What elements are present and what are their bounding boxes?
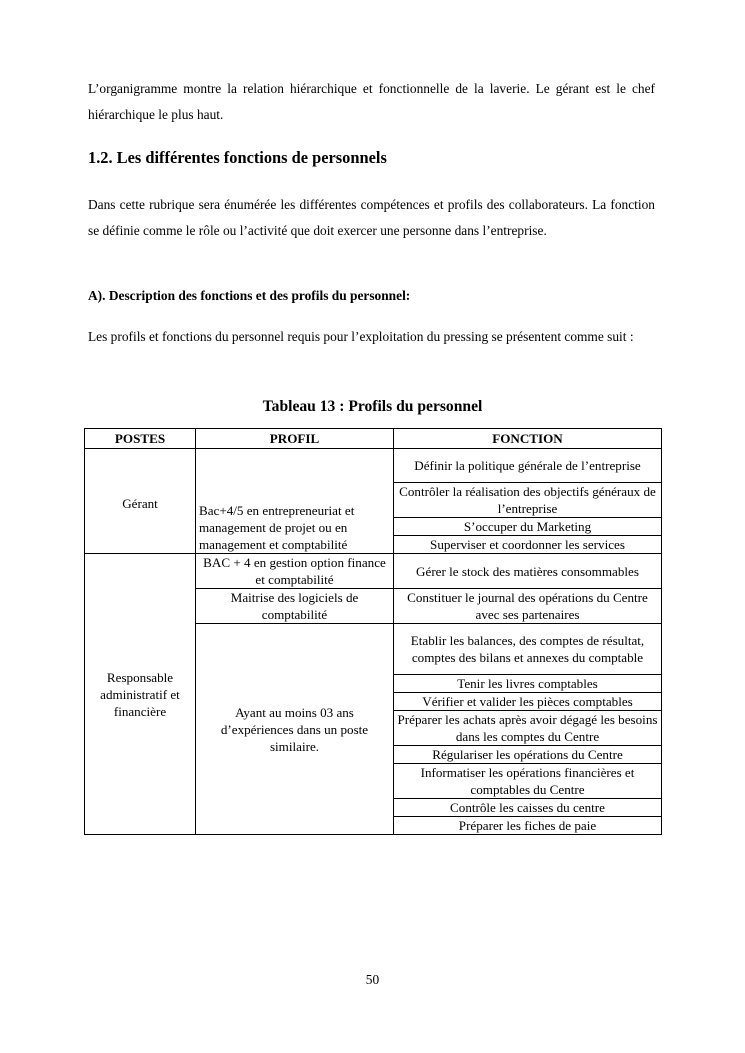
fonction-cell: Tenir les livres comptables bbox=[394, 675, 662, 693]
fonction-cell: Superviser et coordonner les services bbox=[394, 536, 662, 554]
header-postes: POSTES bbox=[85, 429, 196, 449]
profil-gerant: Bac+4/5 en entrepreneuriat et management de projet ou en management et comptabilité bbox=[196, 449, 394, 554]
poste-raf: Responsable administratif et financière bbox=[85, 554, 196, 835]
table-caption: Tableau 13 : Profils du personnel bbox=[262, 398, 483, 415]
subsection-heading: A). Description des fonctions et des profils du personnel: bbox=[88, 288, 411, 303]
subsection-paragraph: Les profils et fonctions du personnel requis pour l’exploitation du pressing se présentent comme suit : bbox=[88, 329, 634, 344]
section-heading: 1.2. Les différentes fonctions de personnels bbox=[88, 148, 387, 167]
profil-cell: Maitrise des logiciels de comptabilité bbox=[196, 589, 394, 624]
profil-cell: Ayant au moins 03 ans d’expériences dans un poste similaire. bbox=[196, 624, 394, 835]
header-fonction: FONCTION bbox=[394, 429, 662, 449]
fonction-cell: Constituer le journal des opérations du Centre avec ses partenaires bbox=[394, 589, 662, 624]
table-header-row bbox=[85, 429, 662, 449]
fonction-cell: Définir la politique générale de l’entreprise bbox=[394, 449, 662, 483]
fonction-cell: Etablir les balances, des comptes de résultat, comptes des bilans et annexes du comptable bbox=[394, 624, 662, 675]
fonction-cell: Préparer les achats après avoir dégagé les besoins dans les comptes du Centre bbox=[394, 711, 662, 746]
fonction-cell: Contrôle les caisses du centre bbox=[394, 799, 662, 817]
fonction-cell: S’occuper du Marketing bbox=[394, 518, 662, 536]
profiles-table bbox=[84, 428, 662, 835]
header-profil: PROFIL bbox=[196, 429, 394, 449]
table-row bbox=[85, 449, 662, 483]
fonction-cell: Préparer les fiches de paie bbox=[394, 817, 662, 835]
page-number: 50 bbox=[365, 972, 380, 987]
fonction-cell: Gérer le stock des matières consommables bbox=[394, 554, 662, 589]
section-paragraph: Dans cette rubrique sera énumérée les différentes compétences et profils des collaborateurs. La fonction se définie comme le rôle ou l’activité que doit exercer une personne dans l’entreprise. bbox=[88, 197, 655, 238]
intro-paragraph: L’organigramme montre la relation hiérarchique et fonctionnelle de la laverie. Le gérant est le chef hiérarchique le plus haut. bbox=[88, 81, 655, 122]
profil-cell: BAC + 4 en gestion option finance et comptabilité bbox=[196, 554, 394, 589]
poste-gerant: Gérant bbox=[85, 449, 196, 554]
table-row bbox=[85, 554, 662, 589]
fonction-cell: Contrôler la réalisation des objectifs généraux de l’entreprise bbox=[394, 483, 662, 518]
fonction-cell: Informatiser les opérations financières et comptables du Centre bbox=[394, 764, 662, 799]
fonction-cell: Régulariser les opérations du Centre bbox=[394, 746, 662, 764]
fonction-cell: Vérifier et valider les pièces comptables bbox=[394, 693, 662, 711]
